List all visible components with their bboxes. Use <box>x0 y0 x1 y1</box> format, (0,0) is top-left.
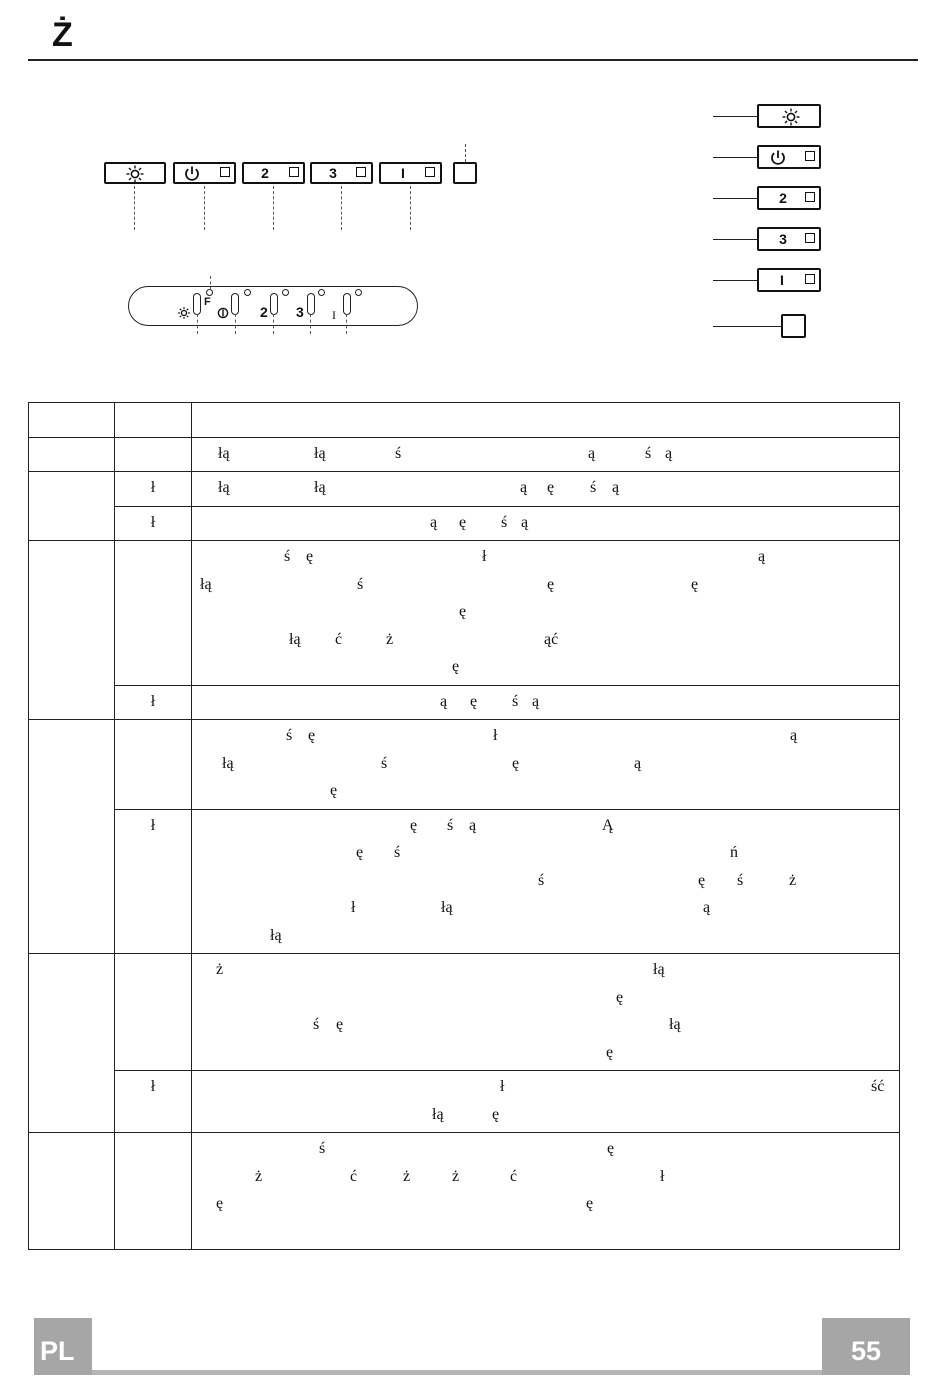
text-fragment: ść <box>871 1078 885 1095</box>
text-line <box>198 1218 893 1246</box>
text-fragment: ą <box>520 479 528 496</box>
table-row <box>29 506 900 541</box>
text-fragment: ę <box>470 692 478 710</box>
table-cell-description <box>192 1071 900 1133</box>
speed2-led-icon <box>289 167 299 177</box>
text-fragment: ą <box>588 444 596 462</box>
legend-speed3-button <box>757 227 821 251</box>
text-line <box>198 653 893 681</box>
speed3-button <box>310 162 373 184</box>
text-fragment: ł <box>660 1167 665 1185</box>
text-fragment: ąć <box>544 630 559 648</box>
text-fragment: Ą <box>602 816 614 834</box>
leader-line <box>713 239 758 240</box>
table-cell-marker: ł <box>115 809 192 954</box>
table-row <box>29 472 900 507</box>
leader-line <box>713 157 758 158</box>
text-fragment: ś <box>538 871 545 889</box>
text-fragment: ę <box>330 782 338 799</box>
filter-label: F <box>204 296 211 308</box>
text-fragment: łą <box>432 1105 444 1123</box>
text-fragment: ę <box>691 575 699 593</box>
text-fragment: ż <box>789 871 797 889</box>
text-fragment: ś <box>381 754 388 772</box>
text-fragment: ń <box>730 844 738 861</box>
text-fragment: ł <box>500 1078 505 1095</box>
text-fragment: ś <box>501 513 508 531</box>
text-fragment: łą <box>218 444 230 462</box>
text-fragment: ę <box>336 1016 344 1033</box>
light-button <box>104 162 166 184</box>
text-fragment: ę <box>512 754 520 772</box>
text-fragment: ą <box>430 513 438 531</box>
text-fragment: ę <box>308 727 316 744</box>
table-cell-description <box>192 720 900 810</box>
table-row <box>29 541 900 686</box>
text-line <box>198 894 893 922</box>
table-row <box>29 685 900 720</box>
legend-power-led-icon <box>805 151 815 161</box>
light-slider <box>193 293 201 315</box>
leader-dash <box>273 186 274 230</box>
speed3-symbol: 3 <box>329 165 337 181</box>
leader-line <box>713 116 758 117</box>
leader-dash <box>410 186 411 230</box>
text-fragment: ę <box>547 479 555 496</box>
power-icon <box>183 165 201 183</box>
text-fragment: łą <box>669 1016 681 1033</box>
text-fragment: ę <box>306 548 314 565</box>
power-led-icon <box>244 289 251 296</box>
leader-dash <box>134 186 135 230</box>
function-table-body <box>29 403 900 1250</box>
power-button <box>173 162 236 184</box>
table-cell-group <box>29 403 115 438</box>
text-line <box>198 626 893 654</box>
text-fragment: ę <box>586 1195 594 1212</box>
text-fragment: ś <box>319 1140 326 1157</box>
table-cell-marker <box>115 403 192 438</box>
text-line <box>198 474 893 502</box>
text-line <box>198 1163 893 1191</box>
text-fragment: ć <box>350 1167 358 1185</box>
text-fragment: ś <box>512 692 519 710</box>
text-fragment: ę <box>547 575 555 593</box>
power-led-icon <box>220 167 230 177</box>
filter-led-icon <box>206 289 213 296</box>
text-fragment: ś <box>394 844 401 861</box>
text-fragment: ę <box>606 1043 614 1061</box>
text-fragment: łą <box>218 479 230 496</box>
legend-speed2-led-icon <box>805 192 815 202</box>
leader-dash <box>235 314 236 334</box>
leader-line <box>713 198 758 199</box>
text-line <box>198 867 893 895</box>
text-fragment: ć <box>335 630 343 648</box>
legend-speed2-symbol: 2 <box>779 190 787 206</box>
text-fragment: ą <box>532 692 540 710</box>
table-cell-marker <box>115 1133 192 1250</box>
text-fragment: ą <box>665 444 673 462</box>
text-fragment: ś <box>284 548 291 565</box>
leader-dash <box>341 186 342 230</box>
text-fragment: ś <box>395 444 402 462</box>
text-fragment: ą <box>521 513 529 531</box>
text-fragment: ś <box>357 575 364 593</box>
function-table <box>28 402 900 1250</box>
table-cell-description <box>192 541 900 686</box>
text-line <box>198 598 893 626</box>
page-number-tag <box>822 1318 910 1375</box>
text-fragment: ą <box>758 548 766 565</box>
leader-dash <box>204 186 205 230</box>
text-fragment: ą <box>703 899 711 916</box>
text-line <box>198 1101 893 1129</box>
table-cell-marker <box>115 437 192 472</box>
text-fragment: ś <box>737 871 744 889</box>
footer-bar <box>34 1370 910 1375</box>
text-fragment: ł <box>493 727 498 744</box>
text-fragment: ż <box>255 1167 263 1185</box>
text-line <box>198 984 893 1012</box>
text-fragment: ę <box>616 988 624 1006</box>
light-bulb-icon <box>125 165 145 183</box>
intensive-slider <box>343 293 351 315</box>
legend-intensive-button <box>757 268 821 292</box>
text-fragment: łą <box>314 479 326 496</box>
text-fragment: ł <box>482 548 487 565</box>
legend-speed3-symbol: 3 <box>779 231 787 247</box>
page-heading: Ż <box>52 16 73 54</box>
text-fragment: ę <box>698 871 706 889</box>
speed3-slider <box>307 293 315 315</box>
legend-filter-led-box <box>781 314 806 338</box>
table-cell-group <box>29 472 115 541</box>
table-cell-description <box>192 809 900 954</box>
table-cell-description <box>192 954 900 1071</box>
text-line <box>198 405 893 433</box>
text-fragment: ę <box>216 1195 224 1212</box>
text-fragment: ł <box>351 899 356 916</box>
leader-dash <box>310 314 311 334</box>
text-line <box>198 440 893 468</box>
language-tag <box>34 1318 92 1375</box>
text-fragment: łą <box>314 444 326 462</box>
text-line <box>198 1135 893 1163</box>
leader-dash <box>210 276 211 290</box>
text-fragment: ż <box>403 1167 411 1185</box>
table-cell-marker <box>115 541 192 686</box>
text-fragment: ą <box>612 479 620 496</box>
speed2-slider <box>270 293 278 315</box>
table-row <box>29 437 900 472</box>
intensive-led-icon <box>355 289 362 296</box>
text-fragment: ś <box>590 479 597 496</box>
text-fragment: ę <box>459 513 467 531</box>
leader-dash <box>197 314 198 334</box>
text-fragment: łą <box>200 575 212 593</box>
table-cell-group <box>29 1133 115 1250</box>
text-line <box>198 956 893 984</box>
text-fragment: ż <box>216 961 224 978</box>
text-line <box>198 722 893 750</box>
table-cell-description <box>192 437 900 472</box>
text-fragment: ę <box>607 1140 615 1157</box>
legend-power-button <box>757 145 821 169</box>
speed2-led-icon <box>282 289 289 296</box>
table-cell-description <box>192 403 900 438</box>
speed3-led-icon <box>356 167 366 177</box>
table-row <box>29 720 900 810</box>
table-row <box>29 809 900 954</box>
text-fragment: ę <box>356 844 364 861</box>
text-line <box>198 1039 893 1067</box>
text-line <box>198 1011 893 1039</box>
text-fragment: ż <box>386 630 394 648</box>
text-fragment: ą <box>634 754 642 772</box>
light-bulb-icon <box>177 306 191 320</box>
text-fragment: ś <box>313 1016 320 1033</box>
table-cell-description <box>192 685 900 720</box>
text-fragment: ą <box>440 692 448 710</box>
language-tag-label: PL <box>40 1336 75 1366</box>
leader-dash <box>273 314 274 334</box>
table-cell-description <box>192 1133 900 1250</box>
text-fragment: łą <box>222 754 234 772</box>
table-cell-marker: ł <box>115 1071 192 1133</box>
table-cell-marker <box>115 954 192 1071</box>
text-fragment: łą <box>653 961 665 978</box>
leader-dash <box>465 144 466 162</box>
legend-intensive-symbol: I <box>780 272 784 288</box>
text-fragment: ś <box>447 816 454 834</box>
legend-light-button <box>757 104 821 128</box>
speed2-label: 2 <box>260 304 268 320</box>
filter-led-box <box>453 162 477 184</box>
table-cell-group <box>29 720 115 954</box>
text-line <box>198 509 893 537</box>
text-fragment: ć <box>510 1167 518 1185</box>
table-row <box>29 1071 900 1133</box>
table-row <box>29 403 900 438</box>
text-fragment: ę <box>410 816 418 834</box>
text-fragment: ą <box>469 816 477 834</box>
leader-line <box>713 326 783 327</box>
text-fragment: ę <box>452 658 460 675</box>
speed2-button <box>242 162 305 184</box>
text-fragment: ś <box>645 444 652 462</box>
table-cell-description <box>192 506 900 541</box>
table-cell-marker: ł <box>115 472 192 507</box>
text-fragment: ś <box>286 727 293 744</box>
leader-dash <box>346 314 347 334</box>
legend-intensive-led-icon <box>805 274 815 284</box>
text-line <box>198 1073 893 1101</box>
text-line <box>198 571 893 599</box>
speed2-symbol: 2 <box>261 165 269 181</box>
power-slider <box>231 293 239 315</box>
table-cell-group <box>29 437 115 472</box>
table-cell-marker: ł <box>115 506 192 541</box>
table-cell-marker: ł <box>115 685 192 720</box>
leader-line <box>713 280 758 281</box>
heading-rule <box>28 59 918 61</box>
text-fragment: ż <box>452 1167 460 1185</box>
intensive-led-icon <box>425 167 435 177</box>
speed3-led-icon <box>318 289 325 296</box>
intensive-label: I <box>332 308 336 322</box>
power-icon <box>217 307 229 319</box>
text-line <box>198 839 893 867</box>
text-fragment: łą <box>270 926 282 944</box>
legend-speed2-button <box>757 186 821 210</box>
text-line <box>198 750 893 778</box>
text-line <box>198 777 893 805</box>
legend-speed3-led-icon <box>805 233 815 243</box>
light-bulb-icon <box>781 108 801 126</box>
speed3-label: 3 <box>296 304 304 320</box>
text-line <box>198 1190 893 1218</box>
table-row <box>29 954 900 1071</box>
table-cell-group <box>29 954 115 1133</box>
table-cell-description <box>192 472 900 507</box>
text-line <box>198 688 893 716</box>
power-icon <box>769 149 787 167</box>
table-cell-marker <box>115 720 192 810</box>
text-fragment: łą <box>289 630 301 648</box>
table-row <box>29 1133 900 1250</box>
text-line <box>198 812 893 840</box>
text-fragment: ę <box>492 1105 500 1123</box>
table-cell-group <box>29 541 115 720</box>
text-fragment: ę <box>459 603 467 620</box>
intensive-button <box>379 162 442 184</box>
text-fragment: ą <box>790 727 798 744</box>
text-line <box>198 543 893 571</box>
intensive-symbol: I <box>401 165 405 181</box>
text-line <box>198 922 893 950</box>
text-fragment: łą <box>441 899 453 916</box>
page-number-label: 55 <box>850 1336 882 1366</box>
